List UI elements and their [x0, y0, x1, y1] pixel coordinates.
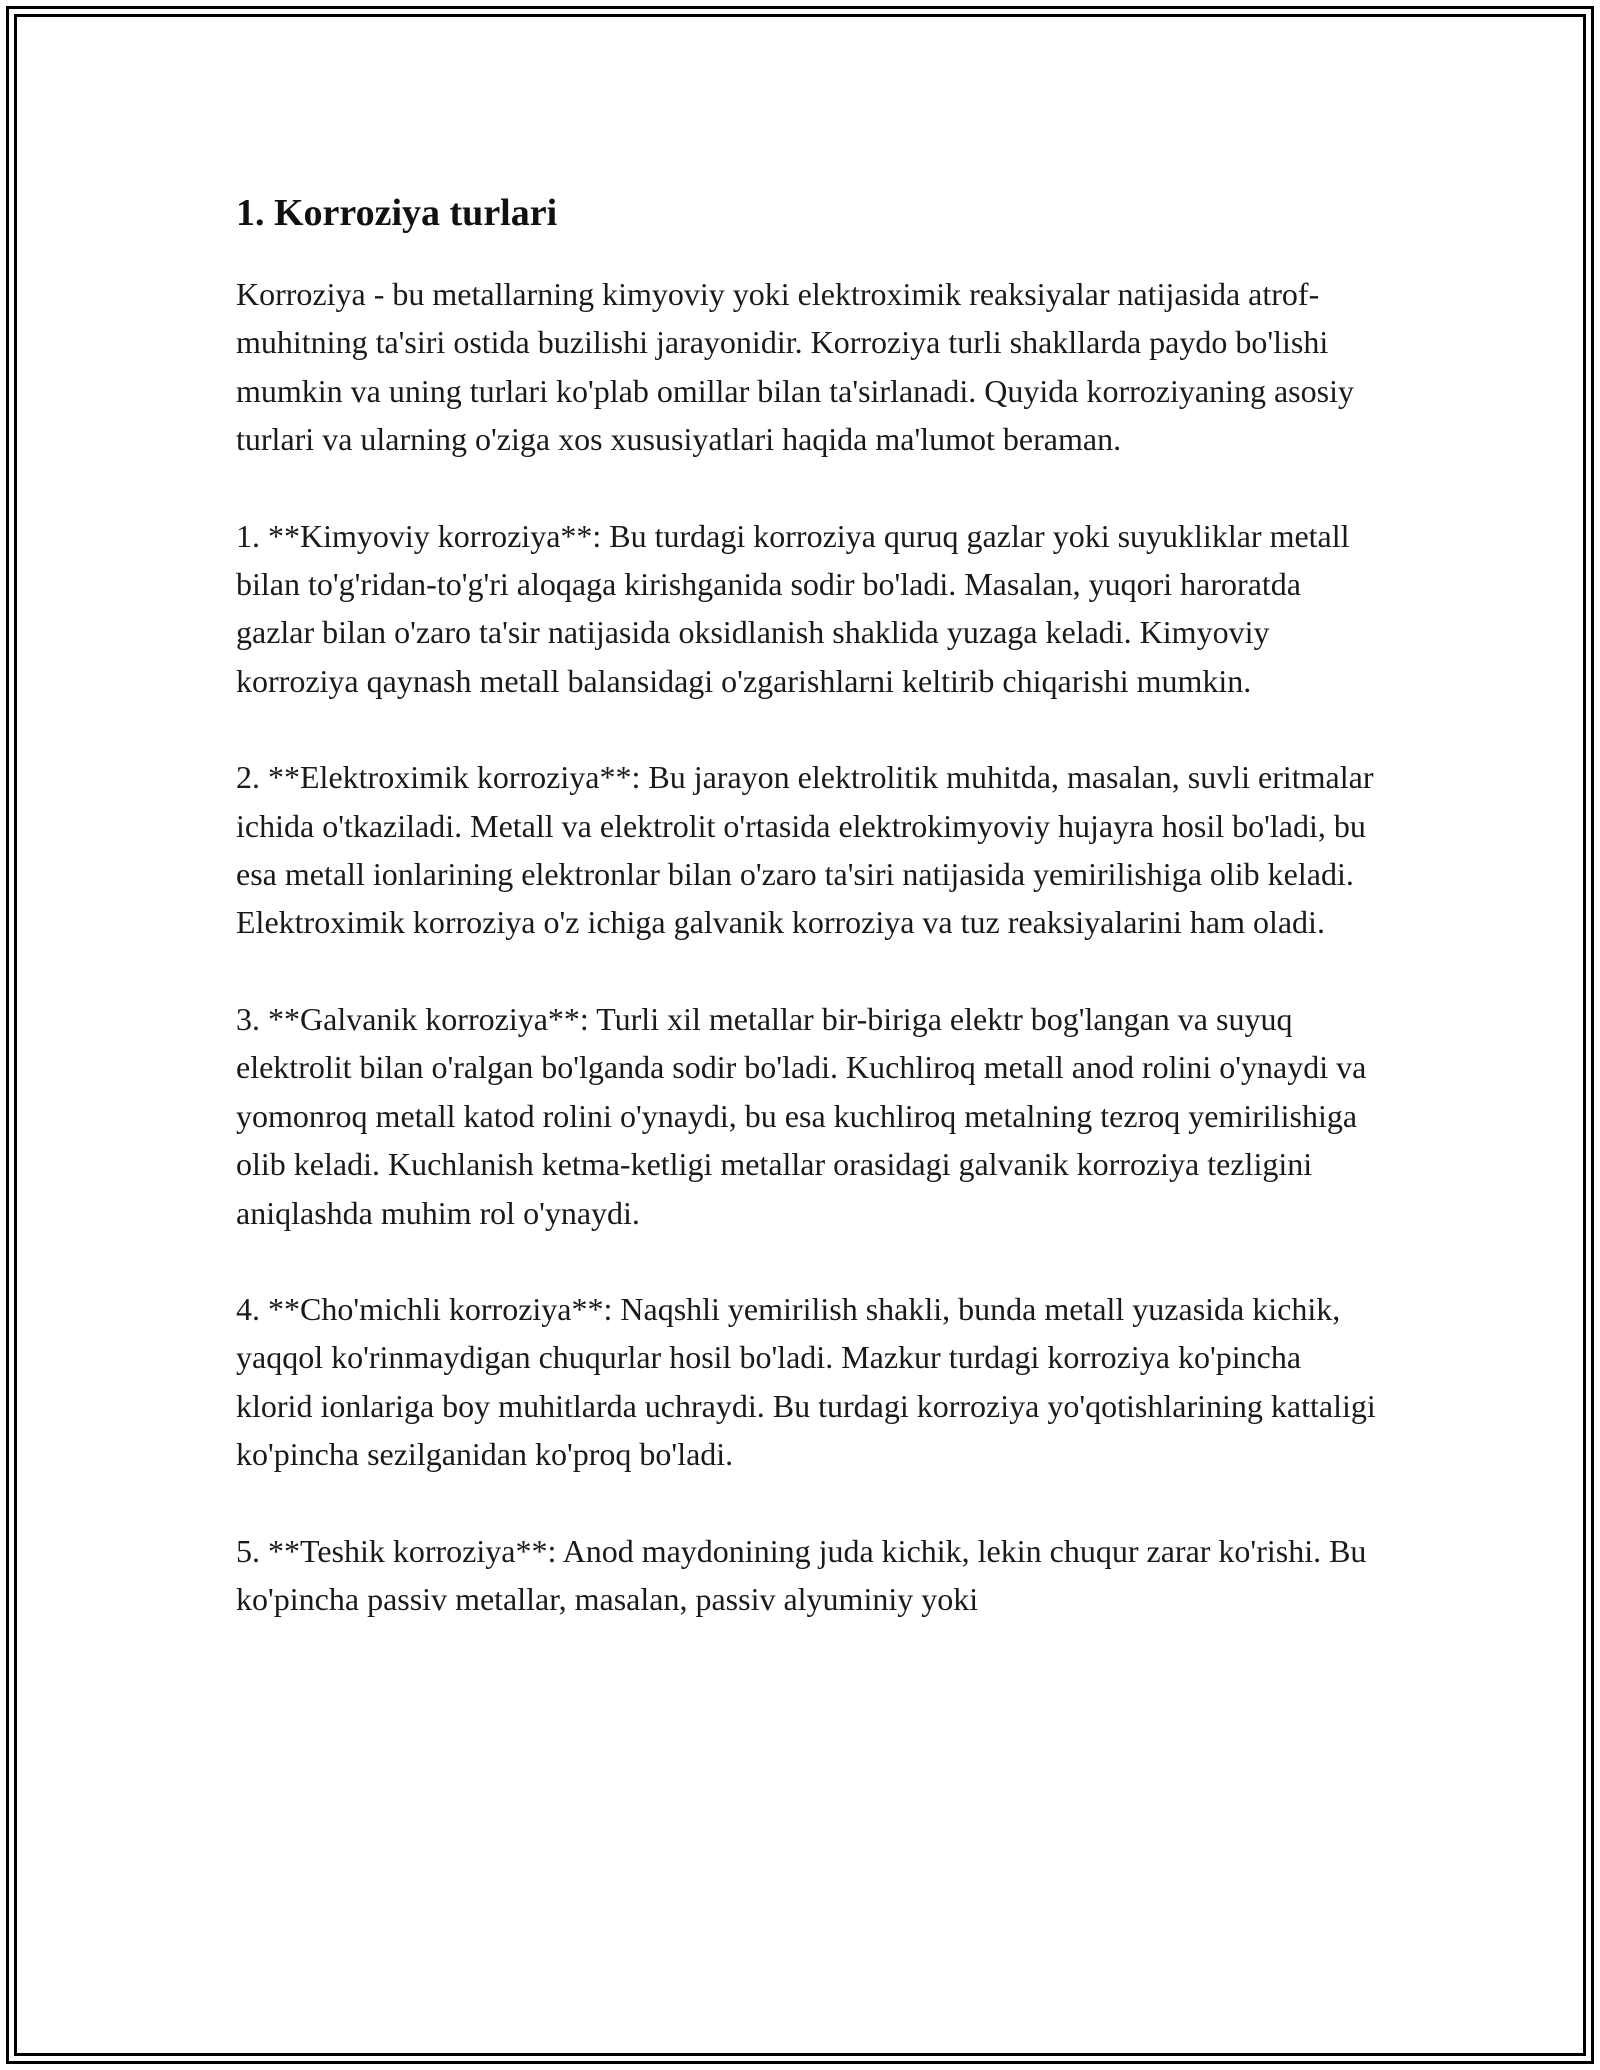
paragraph-hole-corrosion: 5. **Teshik korroziya**: Anod maydonining juda kichik, lekin chuqur zarar ko'rishi. Bu ko'pincha passiv metallar, masalan, passiv alyuminiy yoki — [236, 1532, 1367, 1617]
intro-paragraph: Korroziya - bu metallarning kimyoviy yoki elektroximik reaksiyalar natijasida atrof-muhitning ta'siri ostida buzilishi jarayonidir. Korroziya turli shakllarda paydo bo'lishi mumkin va uning turlari ko'plab omillar bilan ta'sirlanadi. Quyida korroziyaning asosiy turlari va ularning o'ziga xos xususiyatlari haqida ma'lumot beraman. — [236, 276, 1354, 458]
section-heading: 1. Korroziya turlari — [236, 192, 558, 234]
paragraph-chemical-corrosion: 1. **Kimyoviy korroziya**: Bu turdagi korroziya quruq gazlar yoki suyukliklar metall bilan to'g'ridan-to'g'ri aloqaga kirishganida sodir bo'ladi. Masalan, yuqori haroratda gazlar bilan o'zaro ta'sir natijasida oksidlanish shaklida yuzaga keladi. Kimyoviy korroziya qaynash metall balansidagi o'zgarishlarni keltirib chiqarishi mumkin. — [236, 517, 1350, 699]
paragraph-pitting-corrosion: 4. **Cho'michli korroziya**: Naqshli yemirilish shakli, bunda metall yuzasida kichik, yaqqol ko'rinmaydigan chuqurlar hosil bo'ladi. Mazkur turdagi korroziya ko'pincha klorid ionlariga boy muhitlarda uchraydi. Bu turdagi korroziya yo'qotishlarining kattaligi ko'pincha sezilganidan ko'proq bo'ladi. — [236, 1290, 1376, 1473]
document-body — [236, 186, 1376, 1623]
paragraph-galvanic-corrosion: 3. **Galvanik korroziya**: Turli xil metallar bir-biriga elektr bog'langan va suyuq elektrolit bilan o'ralgan bo'lganda sodir bo'ladi. Kuchliroq metall anod rolini o'ynaydi va yomonroq metall katod rolini o'ynaydi, bu esa kuchliroq metalning tezroq yemirilishiga olib keladi. Kuchlanish ketma-ketligi metallar orasidagi galvanik korroziya tezligini aniqlashda muhim rol o'ynaydi. — [236, 1000, 1367, 1231]
paragraph-electrochemical-corrosion: 2. **Elektroximik korroziya**: Bu jarayon elektrolitik muhitda, masalan, suvli eritmalar ichida o'tkaziladi. Metall va elektrolit o'rtasida elektrokimyoviy hujayra hosil bo'ladi, bu esa metall ionlarining elektronlar bilan o'zaro ta'siri natijasida yemirilishiga olib keladi. Elektroximik korroziya o'z ichiga galvanik korroziya va tuz reaksiyalarini ham oladi. — [236, 759, 1374, 941]
